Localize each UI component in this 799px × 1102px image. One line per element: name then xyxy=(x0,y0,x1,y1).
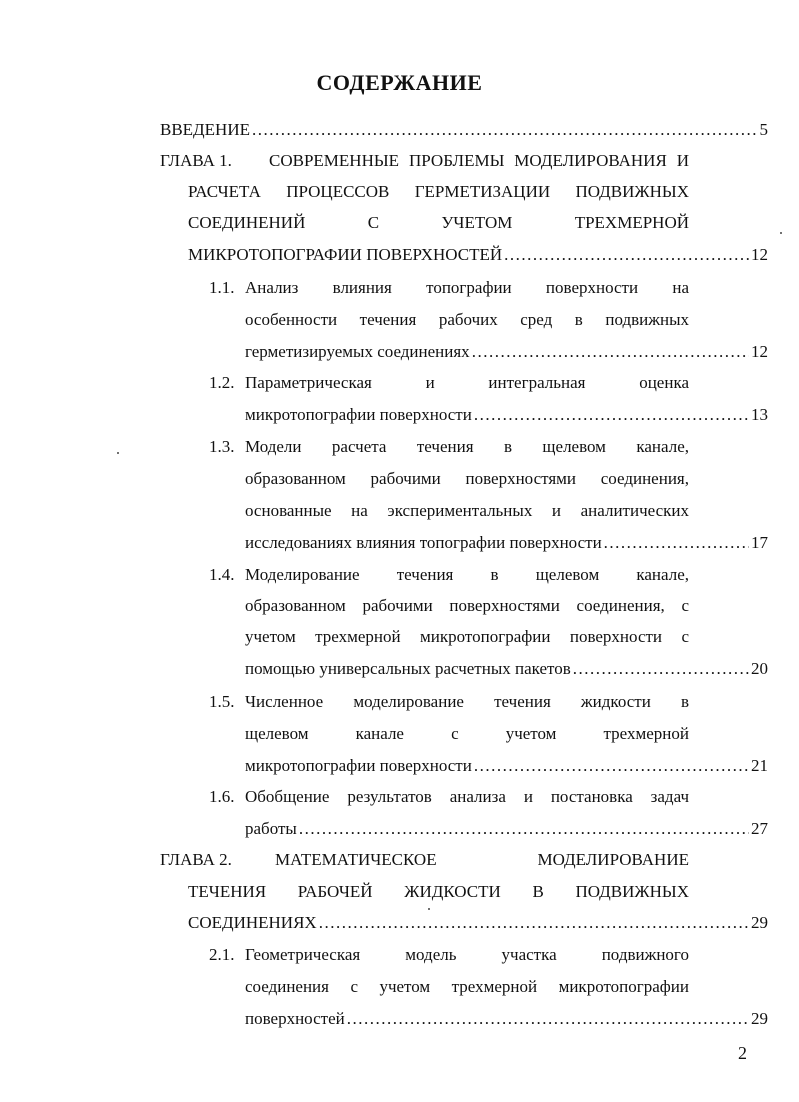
dot-leader xyxy=(319,908,749,938)
toc-entry-title: микротопографии поверхности xyxy=(245,405,472,424)
scan-speck xyxy=(428,908,430,910)
section-number: 1.1. xyxy=(209,278,235,297)
page-number: 2 xyxy=(738,1043,747,1063)
toc-entry-page: 12 xyxy=(751,245,768,264)
dot-leader xyxy=(604,528,749,558)
toc-entry-line[interactable]: СОЕДИНЕНИЙ С УЧЕТОМ ТРЕХМЕРНОЙ xyxy=(188,213,689,232)
toc-entry-title: СОЕДИНЕНИЯХ xyxy=(188,913,317,932)
toc-entry-last-line[interactable] xyxy=(245,751,768,781)
toc-entry-page: 29 xyxy=(751,913,768,932)
section-number: 2.1. xyxy=(209,945,235,964)
toc-entry-page: 20 xyxy=(751,659,768,678)
toc-entry-page: 12 xyxy=(751,342,768,361)
section-number: 1.4. xyxy=(209,565,235,584)
toc-entry-title: исследованиях влияния топографии поверхности xyxy=(245,533,602,552)
toc-entry-title: ВВЕДЕНИЕ xyxy=(160,120,250,139)
toc-entry-last-line[interactable] xyxy=(245,528,768,558)
toc-entry-page: 29 xyxy=(751,1009,768,1028)
toc-entry-page: 13 xyxy=(751,405,768,424)
toc-entry-last-line[interactable] xyxy=(245,814,768,844)
toc-entry-last-line[interactable] xyxy=(188,908,768,938)
toc-entry-line[interactable]: СОВРЕМЕННЫЕ ПРОБЛЕМЫ МОДЕЛИРОВАНИЯ И xyxy=(269,151,689,170)
scan-speck xyxy=(780,232,782,234)
toc-entry-last-line[interactable] xyxy=(188,240,768,270)
dot-leader xyxy=(252,115,758,145)
toc-entry-line[interactable]: Обобщение результатов анализа и постановка задач xyxy=(245,787,689,806)
toc-entry-line[interactable]: учетом трехмерной микротопографии поверхности с xyxy=(245,627,689,646)
dot-leader xyxy=(474,400,749,430)
toc-entry-last-line[interactable] xyxy=(245,337,768,367)
dot-leader xyxy=(573,654,749,684)
toc-entry-line[interactable]: Геометрическая модель участка подвижного xyxy=(245,945,689,964)
toc-entry-page: 5 xyxy=(759,120,768,139)
toc-entry-line[interactable]: Параметрическая и интегральная оценка xyxy=(245,373,689,392)
toc-entry-line[interactable]: ТЕЧЕНИЯ РАБОЧЕЙ ЖИДКОСТИ В ПОДВИЖНЫХ xyxy=(188,882,689,901)
toc-entry-line[interactable]: основанные на экспериментальных и аналитических xyxy=(245,501,689,520)
toc-entry-page: 27 xyxy=(751,819,768,838)
toc-entry-line[interactable]: образованном рабочими поверхностями соединения, с xyxy=(245,596,689,615)
scan-speck xyxy=(117,452,119,454)
toc-entry-line[interactable]: РАСЧЕТА ПРОЦЕССОВ ГЕРМЕТИЗАЦИИ ПОДВИЖНЫХ xyxy=(188,182,689,201)
dot-leader xyxy=(299,814,749,844)
toc-entry-line[interactable]: Численное моделирование течения жидкости в xyxy=(245,692,689,711)
toc-entry-title: поверхностей xyxy=(245,1009,345,1028)
section-number: 1.5. xyxy=(209,692,235,711)
toc-entry-line[interactable]: Анализ влияния топографии поверхности на xyxy=(245,278,689,297)
toc-entry-last-line[interactable] xyxy=(245,1004,768,1034)
toc-entry-line[interactable]: МАТЕМАТИЧЕСКОЕ МОДЕЛИРОВАНИЕ xyxy=(275,850,689,869)
section-number: 1.3. xyxy=(209,437,235,456)
section-number: 1.6. xyxy=(209,787,235,806)
toc-entry-page: 21 xyxy=(751,756,768,775)
dot-leader xyxy=(474,751,749,781)
toc-entry-line[interactable]: особенности течения рабочих сред в подвижных xyxy=(245,310,689,329)
toc-entry-line[interactable]: образованном рабочими поверхностями соединения, xyxy=(245,469,689,488)
toc-entry-line[interactable]: Моделирование течения в щелевом канале, xyxy=(245,565,689,584)
toc-entry-line[interactable]: соединения с учетом трехмерной микротопографии xyxy=(245,977,689,996)
toc-entry-title: помощью универсальных расчетных пакетов xyxy=(245,659,571,678)
dot-leader xyxy=(472,337,749,367)
dot-leader xyxy=(504,240,749,270)
page-title: СОДЕРЖАНИЕ xyxy=(316,70,483,95)
toc-entry-line[interactable]: щелевом канале с учетом трехмерной xyxy=(245,724,689,743)
toc-entry-title: работы xyxy=(245,819,297,838)
toc-entry-intro[interactable] xyxy=(160,115,768,145)
chapter-number: ГЛАВА 1. xyxy=(160,151,232,170)
chapter-number: ГЛАВА 2. xyxy=(160,850,232,869)
toc-entry-title: микротопографии поверхности xyxy=(245,756,472,775)
toc-entry-line[interactable]: Модели расчета течения в щелевом канале, xyxy=(245,437,689,456)
section-number: 1.2. xyxy=(209,373,235,392)
dot-leader xyxy=(347,1004,749,1034)
toc-entry-last-line[interactable] xyxy=(245,400,768,430)
toc-entry-last-line[interactable] xyxy=(245,654,768,684)
toc-entry-title: МИКРОТОПОГРАФИИ ПОВЕРХНОСТЕЙ xyxy=(188,245,503,264)
toc-entry-page: 17 xyxy=(751,533,768,552)
toc-entry-title: герметизируемых соединениях xyxy=(245,342,470,361)
